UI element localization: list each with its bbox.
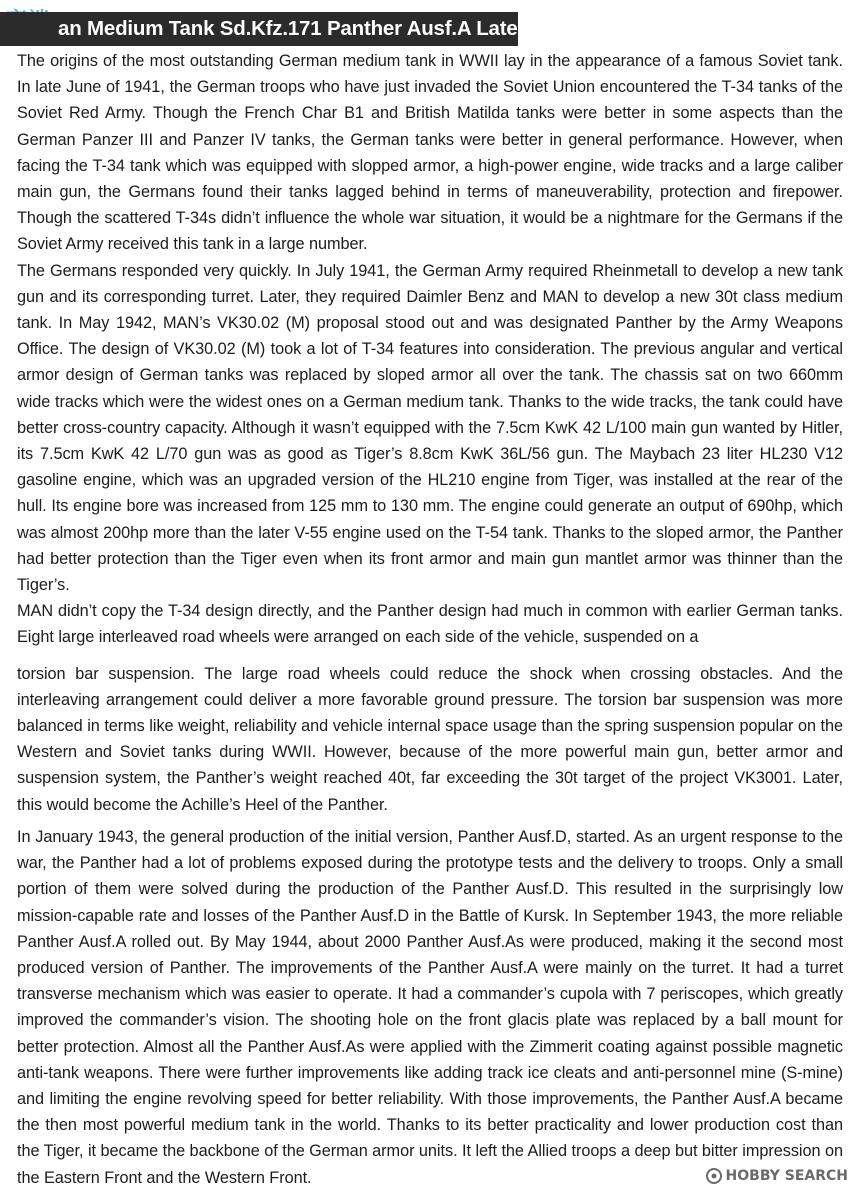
title-bar xyxy=(0,12,518,46)
page-title: an Medium Tank Sd.Kfz.171 Panther Ausf.A Late xyxy=(58,17,518,40)
watermark-text: HOBBY SEARCH xyxy=(725,1168,848,1184)
paragraph-german-response: The Germans responded very quickly. In July 1941, the German Army required Rheinmetall to develop a new tank gun and its corresponding turret. Later, they required Daimler Benz and MAN to develop a new 30t class medium tank. In May 1942, MAN’s VK30.02 (M) proposal stood out and was designated Panther by the Army Weapons Office. The design of VK30.02 (M) took a lot of T-34 features into consideration. The previous angular and vertical armor design of German tanks was replaced by sloped armor all over the tank. The chassis sat on two 660mm wide tracks which were the widest ones on a German medium tank. Thanks to the wide tracks, the tank could have better cross-country capacity. Although it wasn’t equipped with the 7.5cm KwK 42 L/100 main gun wanted by Hitler, its 7.5cm KwK 42 L/70 gun was as good as Tiger’s 8.8cm KwK 36L/56 gun. The Maybach 23 liter HL230 V12 gasoline engine, which was an upgraded version of the HL210 engine from Tiger, was installed at the rear of the hull. Its engine bore was increased from 125 mm to 130 mm. The engine could generate an output of 690hp, which was almost 200hp more than the later V-55 engine used on the T-54 tank. Thanks to the sloped armor, the Panther had better protection than the Tiger even when its front armor and main gun mantlet armor was thinner than the Tiger’s. xyxy=(17,261,843,595)
article-body xyxy=(17,48,843,1191)
paragraph-suspension: torsion bar suspension. The large road wheels could reduce the shock when crossing obstacles. And the interleaving arrangement could deliver a more favorable ground pressure. The torsion bar suspension was more balanced in terms like weight, reliability and vehicle internal space usage than the spring suspension popular on the Western and Soviet tanks during WWII. However, because of the more powerful main gun, better armor and suspension system, the Panther’s weight reached 40t, far exceeding the 30t target of the project VK3001. Later, this would become the Achille’s Heel of the Panther. xyxy=(17,664,843,814)
paragraph-origins: The origins of the most outstanding German medium tank in WWII lay in the appearance of a famous Soviet tank. In late June of 1941, the German troops who have just invaded the Soviet Union encountered the T-34 tanks of the Soviet Red Army. Though the French Char B1 and British Matilda tanks were better in some aspects than the German Panzer III and Panzer IV tanks, the German tanks were better in general performance. However, when facing the T-34 tank which was equipped with slopped armor, a high-power engine, wide tracks and a large caliber main gun, the Germans found their tanks lagged behind in terms of maneuverability, protection and firepower. Though the scattered T-34s didn’t influence the whole war situation, it would be a nightmare for the Germans if the Soviet Army received this tank in a large number. xyxy=(17,52,843,254)
paragraph-production: In January 1943, the general production of the initial version, Panther Ausf.D, started. As an urgent response to the war, the Panther had a lot of problems exposed during the prototype tests and the delivery to troops. Only a small portion of them were solved during the production of the Panther Ausf.D. This resulted in the surprisingly low mission-capable rate and losses of the Panther Ausf.D in the Battle of Kursk. In September 1943, the more reliable Panther Ausf.A rolled out. By May 1944, about 2000 Panther Ausf.As were produced, making it the second most produced version of Panther. The improvements of the Panther Ausf.A were mainly on the turret. It had a turret transverse mechanism which was easier to operate. It had a commander’s cupola with 7 periscopes, which greatly improved the commander’s vision. The shooting hole on the front glacis plate was replaced by a ball mount for better protection. Almost all the Panther Ausf.As were applied with the Zimmerit coating against possible magnetic anti-tank weapons. There were further improvements like adding track ice cleats and anti-personnel mine (S-mine) and limiting the engine revolving speed for better reliability. With those improvements, the Panther Ausf.A became the then most powerful medium tank in the world. Thanks to its better practicality and lower production cost than the Tiger, it became the backbone of the German armor units. It left the Allied troops a deep but bitter impression on the Eastern Front and the Western Front. xyxy=(17,827,843,1187)
hobby-search-logo-icon xyxy=(706,1168,722,1184)
watermark-hobby-search xyxy=(702,1166,848,1186)
paragraph-man-design: MAN didn’t copy the T-34 design directly, and the Panther design had much in common with earlier German tanks. Eight large interleaved road wheels were arranged on each side of the vehicle, suspended on a xyxy=(17,602,843,647)
